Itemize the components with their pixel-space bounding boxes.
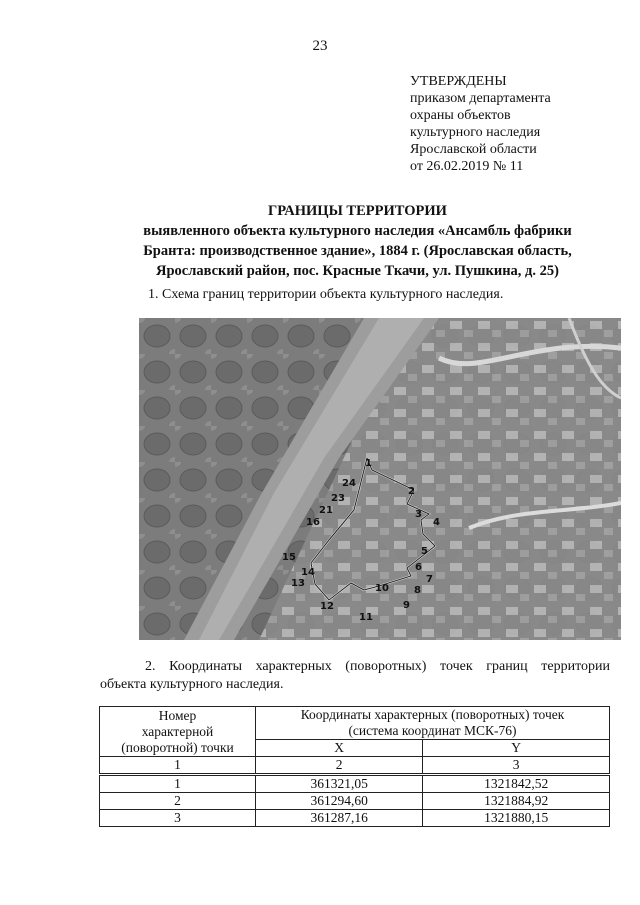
map-point-label: 21: [319, 505, 333, 516]
column-number: 2: [256, 757, 423, 775]
map-point-label: 4: [433, 517, 440, 528]
map-point-label: 14: [301, 567, 315, 578]
map-point-label: 13: [291, 578, 305, 589]
map-point-label: 11: [359, 612, 373, 623]
section-2-line: объекта культурного наследия.: [100, 677, 284, 692]
table-row: [100, 775, 610, 793]
cell-x: 361321,05: [256, 775, 423, 793]
cell-x: 361294,60: [256, 793, 423, 810]
section-1-heading: 1. Схема границ территории объекта культурного наследия.: [148, 287, 504, 302]
column-number: 3: [423, 757, 610, 775]
map-point-label: 6: [415, 562, 422, 573]
map-point-label: 1: [365, 458, 372, 469]
cell-point: 3: [100, 810, 256, 827]
section-2-paragraph: [100, 658, 610, 694]
map-point-label: 16: [306, 517, 320, 528]
cell-point: 2: [100, 793, 256, 810]
cell-point: 1: [100, 775, 256, 793]
cell-y: 1321884,92: [423, 793, 610, 810]
title-line: выявленного объекта культурного наследия «Ансамбль фабрики: [143, 223, 572, 239]
map-point-label: 3: [415, 509, 422, 520]
approval-line: УТВЕРЖДЕНЫ: [410, 74, 507, 89]
map-point-label: 5: [421, 546, 428, 557]
header-point-number: Номер характерной (поворотной) точки: [100, 707, 256, 757]
approval-line: от 26.02.2019 № 11: [410, 159, 524, 174]
table-row: [100, 793, 610, 810]
approval-line: приказом департамента: [410, 91, 551, 106]
header-coordinates: Координаты характерных (поворотных) точек (система координат МСК-76): [256, 707, 610, 740]
header-x: X: [256, 740, 423, 757]
map-point-label: 7: [426, 574, 433, 585]
map-point-label: 10: [375, 583, 389, 594]
title-line: Ярославский район, пос. Красные Ткачи, ул. Пушкина, д. 25): [156, 263, 559, 279]
approval-block: [410, 73, 551, 175]
map-point-label: 8: [414, 585, 421, 596]
header-y: Y: [423, 740, 610, 757]
document-title: [100, 201, 615, 281]
approval-line: культурного наследия: [410, 125, 541, 140]
cell-y: 1321880,15: [423, 810, 610, 827]
approval-line: Ярославской области: [410, 142, 537, 157]
approval-line: охраны объектов: [410, 108, 511, 123]
cell-y: 1321842,52: [423, 775, 610, 793]
map-point-label: 12: [320, 601, 334, 612]
section-2-line: 2. Координаты характерных (поворотных) точек границ территории: [145, 659, 610, 674]
page-number: 23: [312, 38, 328, 54]
map-point-label: 15: [282, 552, 296, 563]
table-row: [100, 810, 610, 827]
territory-map: [139, 318, 621, 640]
map-point-label: 23: [331, 493, 345, 504]
title-line: Бранта: производственное здание», 1884 г. (Ярославская область,: [143, 243, 572, 259]
map-point-label: 9: [403, 600, 410, 611]
coordinates-table: [99, 706, 610, 827]
map-point-label: 2: [408, 486, 415, 497]
title-line: ГРАНИЦЫ ТЕРРИТОРИИ: [268, 203, 447, 219]
map-point-label: 24: [342, 478, 356, 489]
column-number: 1: [100, 757, 256, 775]
cell-x: 361287,16: [256, 810, 423, 827]
